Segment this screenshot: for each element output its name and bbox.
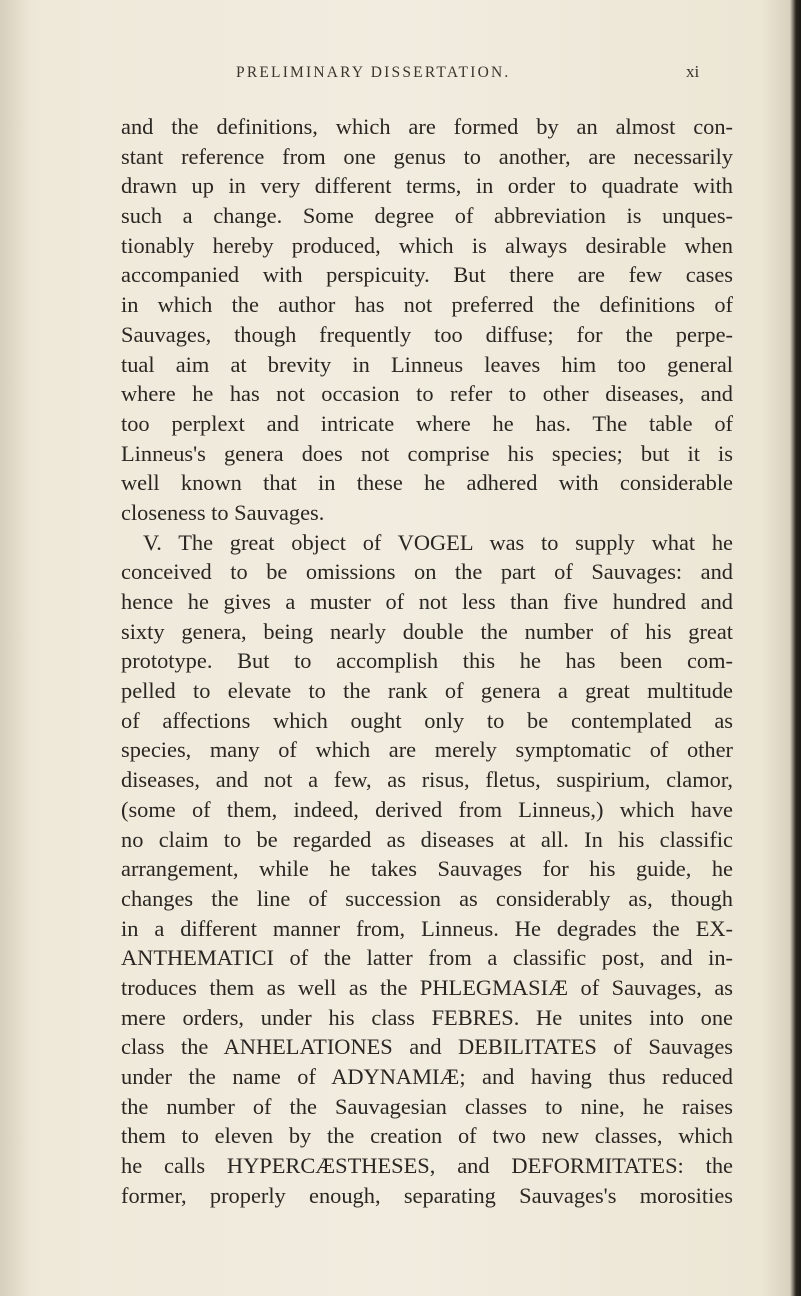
text-line: prototype. But to accomplish this he has been com-	[121, 648, 733, 674]
text-line: former, properly enough, separating Sauvages's morosities	[121, 1182, 733, 1208]
page-gutter-shadow	[0, 0, 30, 1296]
text-line: changes the line of succession as considerably as, though	[121, 885, 733, 911]
text-line: where he has not occasion to refer to other diseases, and	[121, 381, 733, 407]
text-line: hence he gives a muster of not less than five hundred and	[121, 589, 733, 614]
text-line: sixty genera, being nearly double the number of his great	[121, 618, 733, 644]
text-line: troduces them as well as the PHLEGMASIÆ of Sauvages, as	[121, 974, 733, 1000]
text-line: the number of the Sauvagesian classes to nine, he raises	[121, 1093, 733, 1119]
text-line: Sauvages, though frequently too diffuse; for the perpe-	[121, 321, 733, 347]
text-line: stant reference from one genus to another, are necessarily	[121, 143, 733, 169]
text-line: in which the author has not preferred the definitions of	[121, 292, 733, 318]
text-line: he calls HYPERCÆSTHESES, and DEFORMITATES: the	[121, 1153, 733, 1179]
text-line: (some of them, indeed, derived from Linneus,) which have	[121, 796, 733, 822]
page-header	[0, 64, 801, 94]
text-line: ANTHEMATICI of the latter from a classific post, and in-	[121, 945, 733, 971]
text-line: Linneus's genera does not comprise his species; but it is	[121, 440, 733, 466]
text-line: well known that in these he adhered with considerable	[121, 470, 733, 496]
text-line: mere orders, under his class FEBRES. He unites into one	[121, 1004, 733, 1030]
text-line: such a change. Some degree of abbreviation is unques-	[121, 203, 733, 229]
text-line: class the ANHELATIONES and DEBILITATES of Sauvages	[121, 1034, 733, 1060]
text-line: drawn up in very different terms, in order to quadrate with	[121, 173, 733, 199]
text-line: arrangement, while he takes Sauvages for his guide, he	[121, 856, 733, 882]
page-number: xi	[686, 62, 700, 81]
text-line: tual aim at brevity in Linneus leaves him too general	[121, 351, 733, 377]
text-line: accompanied with perspicuity. But there are few cases	[121, 262, 733, 288]
text-line: under the name of ADYNAMIÆ; and having thus reduced	[121, 1064, 733, 1089]
text-line: in a different manner from, Linneus. He degrades the EX-	[121, 915, 733, 941]
text-line: diseases, and not a few, as risus, fletus, suspirium, clamor,	[121, 767, 733, 793]
running-head: PRELIMINARY DISSERTATION.	[236, 64, 511, 81]
text-line: closeness to Sauvages.	[121, 499, 325, 525]
text-line: of affections which ought only to be contemplated as	[121, 707, 733, 733]
body-text	[121, 112, 733, 1210]
text-line: conceived to be omissions on the part of Sauvages: and	[121, 559, 733, 585]
text-line: too perplext and intricate where he has. The table of	[121, 410, 733, 436]
text-line: species, many of which are merely symptomatic of other	[121, 737, 733, 763]
text-line: V. The great object of VOGEL was to supply what he	[143, 529, 733, 555]
text-line: them to eleven by the creation of two new classes, which	[121, 1123, 733, 1149]
text-line: pelled to elevate to the rank of genera a great multitude	[121, 678, 733, 704]
text-line: and the definitions, which are formed by an almost con-	[121, 114, 733, 139]
text-line: no claim to be regarded as diseases at all. In his classific	[121, 826, 733, 852]
text-line: tionably hereby produced, which is always desirable when	[121, 232, 733, 258]
